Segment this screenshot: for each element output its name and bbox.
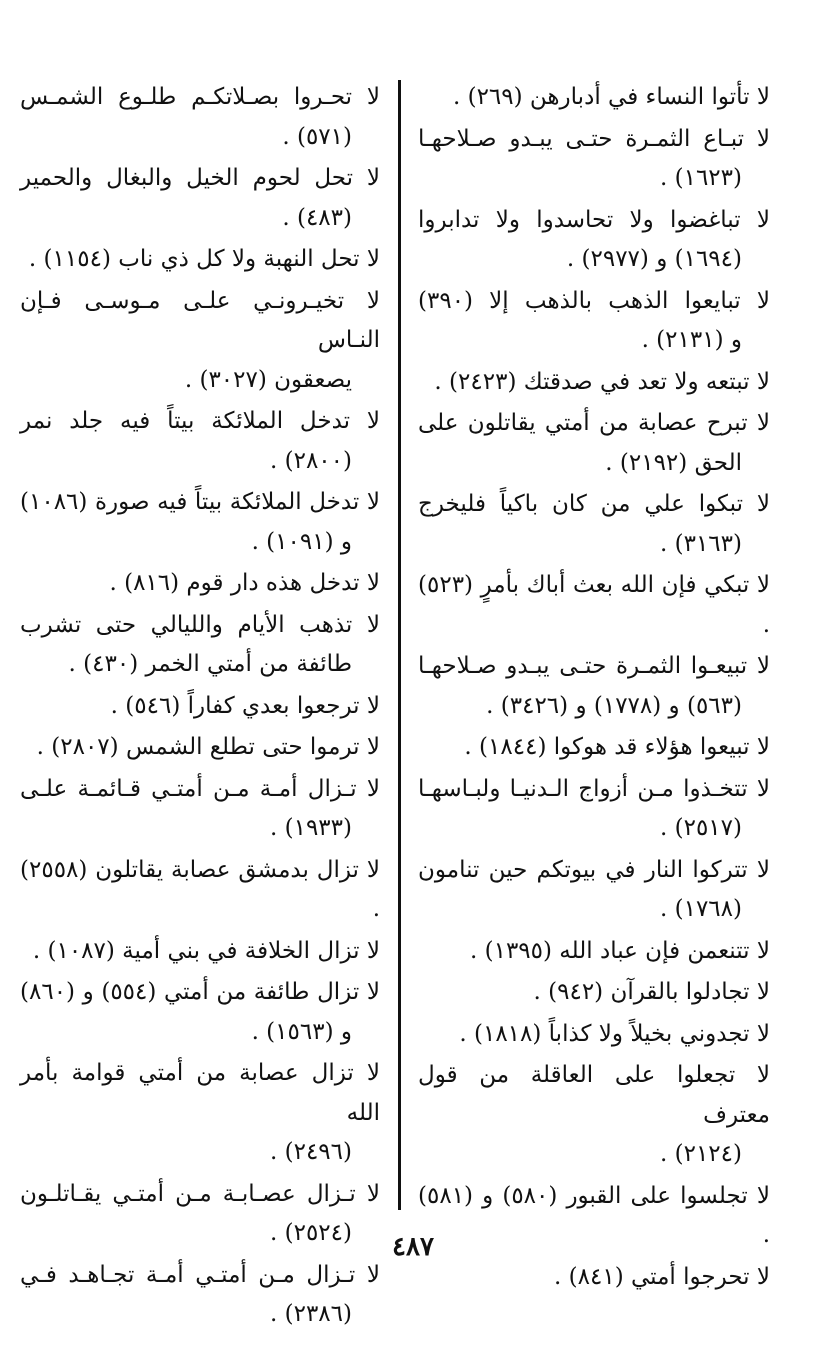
entry-continuation: (١٦٢٣) . <box>659 165 742 191</box>
entry-text: لا تذهب الأيام والليالي حتى تشرب <box>20 611 380 638</box>
index-entry <box>20 78 380 157</box>
entry-text: لا تتنعمن فإن عباد الله (١٣٩٥) . <box>469 937 770 964</box>
entry-continuation: (٢٤٩٦) . <box>269 1139 352 1165</box>
index-entry <box>20 240 380 280</box>
index-entry <box>20 728 380 768</box>
entry-text: لا تبرح عصابة من أمتي يقاتلون على <box>418 410 770 436</box>
entry-text: لا تـزال مـن أمتـي أمـة تجـاهـد فـي <box>20 1261 380 1288</box>
entry-text: لا تبتعه ولا تعد في صدقتك (٢٤٢٣) . <box>434 368 770 395</box>
entry-text: لا تبيعوا هؤلاء قد هوكوا (١٨٤٤) . <box>464 734 770 760</box>
index-entry <box>418 282 770 361</box>
entry-text: لا تدخل الملائكة بيتاً فيه صورة (١٠٨٦) <box>20 489 380 515</box>
entry-text: لا تدخل الملائكة بيتاً فيه جلد نمر <box>20 408 380 434</box>
index-entry <box>418 932 770 972</box>
entry-text: لا تجدوني بخيلاً ولا كذاباً (١٨١٨) . <box>459 1020 770 1047</box>
index-entry <box>418 120 770 199</box>
index-entry <box>418 566 770 645</box>
entry-text: لا تزال طائفة من أمتي (٥٥٤) و (٨٦٠) <box>20 979 380 1005</box>
index-entry <box>20 1054 380 1173</box>
entry-text: لا ترموا حتى تطلع الشمس (٢٨٠٧) . <box>36 734 380 760</box>
column-divider <box>398 80 401 1210</box>
entry-text: لا تتركوا النار في بيوتكم حين تنامون <box>418 856 770 883</box>
index-entry <box>418 647 770 726</box>
index-entry <box>418 728 770 768</box>
index-entry <box>418 485 770 564</box>
index-entry <box>418 1056 770 1175</box>
index-entry <box>418 404 770 483</box>
index-entry <box>20 159 380 238</box>
entry-text: لا تـزال أمـة مـن أمتـي قـائمـة علـى <box>20 775 380 802</box>
entry-text: لا تبكوا علي من كان باكياً فليخرج <box>418 491 770 517</box>
index-column-left <box>20 78 380 1337</box>
index-entry <box>20 770 380 849</box>
entry-continuation: طائفة من أمتي الخمر (٤٣٠) . <box>68 651 352 677</box>
index-entry <box>20 606 380 685</box>
index-entry <box>20 1256 380 1335</box>
entry-text: لا تخيـرونـي علـى مـوسـى فـإن النـاس <box>20 287 380 353</box>
entry-continuation: يصعقون (٣٠٢٧) . <box>184 366 352 393</box>
index-entry <box>418 1258 770 1298</box>
entry-text: لا تجلسوا على القبور (٥٨٠) و (٥٨١) . <box>418 1182 770 1248</box>
entry-text: لا تبـاع الثمـرة حتـى يبـدو صـلاحهـا <box>418 125 770 152</box>
entry-continuation: (٤٨٣) . <box>282 204 352 231</box>
entry-continuation: (٢٨٠٠) . <box>269 447 352 474</box>
entry-text: لا تبكي فإن الله بعث أباك بأمرٍ (٥٢٣) . <box>418 572 770 638</box>
entry-continuation: و (١٠٩١) . <box>251 528 352 555</box>
entry-text: لا تجعلوا على العاقلة من قول معترف <box>418 1062 770 1128</box>
entry-continuation: (١٧٦٨) . <box>659 896 742 922</box>
entry-continuation: (٣١٦٣) . <box>659 530 742 557</box>
entry-continuation: (١٦٩٤) و (٢٩٧٧) . <box>566 246 742 272</box>
entry-continuation: (٥٦٣) و (١٧٧٨) و (٣٤٢٦) . <box>486 692 742 719</box>
index-entry <box>418 851 770 930</box>
index-entry <box>418 770 770 849</box>
index-entry <box>20 483 380 562</box>
entry-text: لا تحـروا بصـلاتكـم طلـوع الشمـس <box>20 84 380 110</box>
entry-continuation: (١٩٣٣) . <box>269 815 352 841</box>
entry-continuation: و (٢١٣١) . <box>641 327 742 353</box>
entry-text: لا تحل لحوم الخيل والبغال والحمير <box>20 165 380 191</box>
entry-text: لا ترجعوا بعدي كفاراً (٥٤٦) . <box>110 692 380 719</box>
entry-text: لا تبايعوا الذهب بالذهب إلا (٣٩٠) <box>418 287 770 314</box>
entry-text: لا تتخـذوا مـن أزواج الـدنيـا ولبـاسهـا <box>418 775 770 802</box>
entry-continuation: (٢٥٢٤) . <box>269 1220 352 1246</box>
entry-continuation: (٢٣٨٦) . <box>269 1301 352 1327</box>
entry-continuation: (٢١٢٤) . <box>659 1141 742 1167</box>
index-entry <box>20 973 380 1052</box>
entry-text: لا تجادلوا بالقرآن (٩٤٢) . <box>533 979 770 1005</box>
entry-continuation: (٥٧١) . <box>282 123 352 150</box>
index-column-right <box>418 78 770 1299</box>
index-entry <box>418 363 770 403</box>
entry-continuation: (٢٥١٧) . <box>659 815 742 841</box>
entry-text: لا تأتوا النساء في أدبارهن (٢٦٩) . <box>452 84 770 110</box>
entry-continuation: و (١٥٦٣) . <box>251 1018 352 1045</box>
index-entry <box>418 1015 770 1055</box>
entry-continuation: الحق (٢١٩٢) . <box>605 449 742 476</box>
index-entry <box>20 932 380 972</box>
index-entry <box>20 851 380 930</box>
index-entry <box>20 282 380 401</box>
index-entry <box>20 402 380 481</box>
index-entry <box>20 687 380 727</box>
entry-text: لا تـزال عصـابـة مـن أمتـي يقـاتلـون <box>20 1180 380 1207</box>
index-entry <box>418 78 770 118</box>
index-entry <box>418 201 770 280</box>
entry-text: لا تحل النهبة ولا كل ذي ناب (١١٥٤) . <box>28 246 380 272</box>
index-entry <box>418 973 770 1013</box>
entry-text: لا تدخل هذه دار قوم (٨١٦) . <box>109 570 380 596</box>
entry-text: لا تباغضوا ولا تحاسدوا ولا تدابروا <box>418 206 770 233</box>
entry-text: لا تبيعـوا الثمـرة حتـى يبـدو صـلاحهـا <box>418 653 770 679</box>
entry-text: لا تزال عصابة من أمتي قوامة بأمر الله <box>20 1060 380 1126</box>
entry-text: لا تزال بدمشق عصابة يقاتلون (٢٥٥٨) . <box>20 856 380 922</box>
entry-text: لا تزال الخلافة في بني أمية (١٠٨٧) . <box>32 937 380 964</box>
index-entry <box>20 564 380 604</box>
page-number: ٤٨٧ <box>392 1232 434 1262</box>
entry-text: لا تحرجوا أمتي (٨٤١) . <box>554 1263 770 1290</box>
